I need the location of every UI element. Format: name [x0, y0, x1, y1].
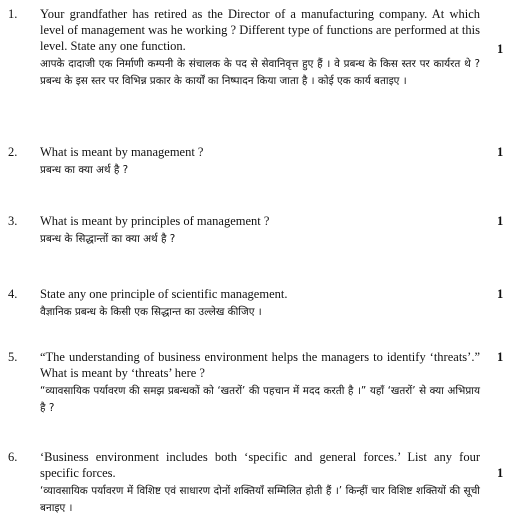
question-body [40, 213, 480, 248]
question-text-english: ‘Business environment includes both ‘specific and general forces.’ List any four specific forces. [40, 450, 480, 480]
question-text-hindi: वैज्ञानिक प्रबन्ध के किसी एक सिद्धान्त का उल्लेख कीजिए । [40, 306, 262, 318]
question-marks: 1 [497, 214, 504, 228]
question-marks: 1 [497, 466, 504, 480]
question-number: 2. [8, 145, 18, 159]
question-text-english: Your grandfather has retired as the Director of a manufacturing company. At which level of management was he working ? Different type of functions are performed at this level. State any one function. [40, 7, 480, 53]
question-text-english: State any one principle of scientific management. [40, 287, 288, 301]
question-text-hindi: प्रबन्ध के सिद्धान्तों का क्या अर्थ है ? [40, 233, 176, 245]
question-number: 1. [8, 7, 18, 21]
question-body [40, 349, 480, 417]
question-number: 5. [8, 350, 18, 364]
question-marks: 1 [497, 42, 504, 56]
question-body [40, 6, 480, 90]
question-text-hindi: आपके दादाजी एक निर्माणी कम्पनी के संचालक के पद से सेवानिवृत्त हुए हैं । वे प्रबन्ध के किस स्तर पर कार्यरत थे ? प्रबन्ध के इस स्तर पर विभिन्न प्रकार के कार्यों का निष्पादन किया जाता है । कोई एक कार्य बताइए । [40, 58, 480, 87]
question-number: 6. [8, 450, 18, 464]
question-text-hindi: ‘व्यावसायिक पर्यावरण में विशिष्ट एवं साधारण दोनों शक्तियाँ सम्मिलित होती हैं ।’ किन्हीं चार विशिष्ट शक्तियों की सूची बनाइए । [40, 485, 480, 514]
question-text-hindi: प्रबन्ध का क्या अर्थ है ? [40, 164, 129, 176]
question-number: 4. [8, 287, 18, 301]
question-text-english: What is meant by principles of management ? [40, 214, 270, 228]
question-number: 3. [8, 214, 18, 228]
question-marks: 1 [497, 350, 504, 364]
question-body [40, 449, 480, 517]
question-body [40, 286, 480, 321]
question-body [40, 144, 480, 179]
question-text-hindi: “व्यावसायिक पर्यावरण की समझ प्रबन्धकों को ‘खतरों’ की पहचान में मदद करती है ।” यहाँ ‘खतरों’ से क्या अभिप्राय है ? [40, 385, 480, 414]
question-marks: 1 [497, 287, 504, 301]
question-text-english: “The understanding of business environment helps the managers to identify ‘threats’.” What is meant by ‘threats’ here ? [40, 350, 480, 380]
question-text-english: What is meant by management ? [40, 145, 204, 159]
question-marks: 1 [497, 145, 504, 159]
